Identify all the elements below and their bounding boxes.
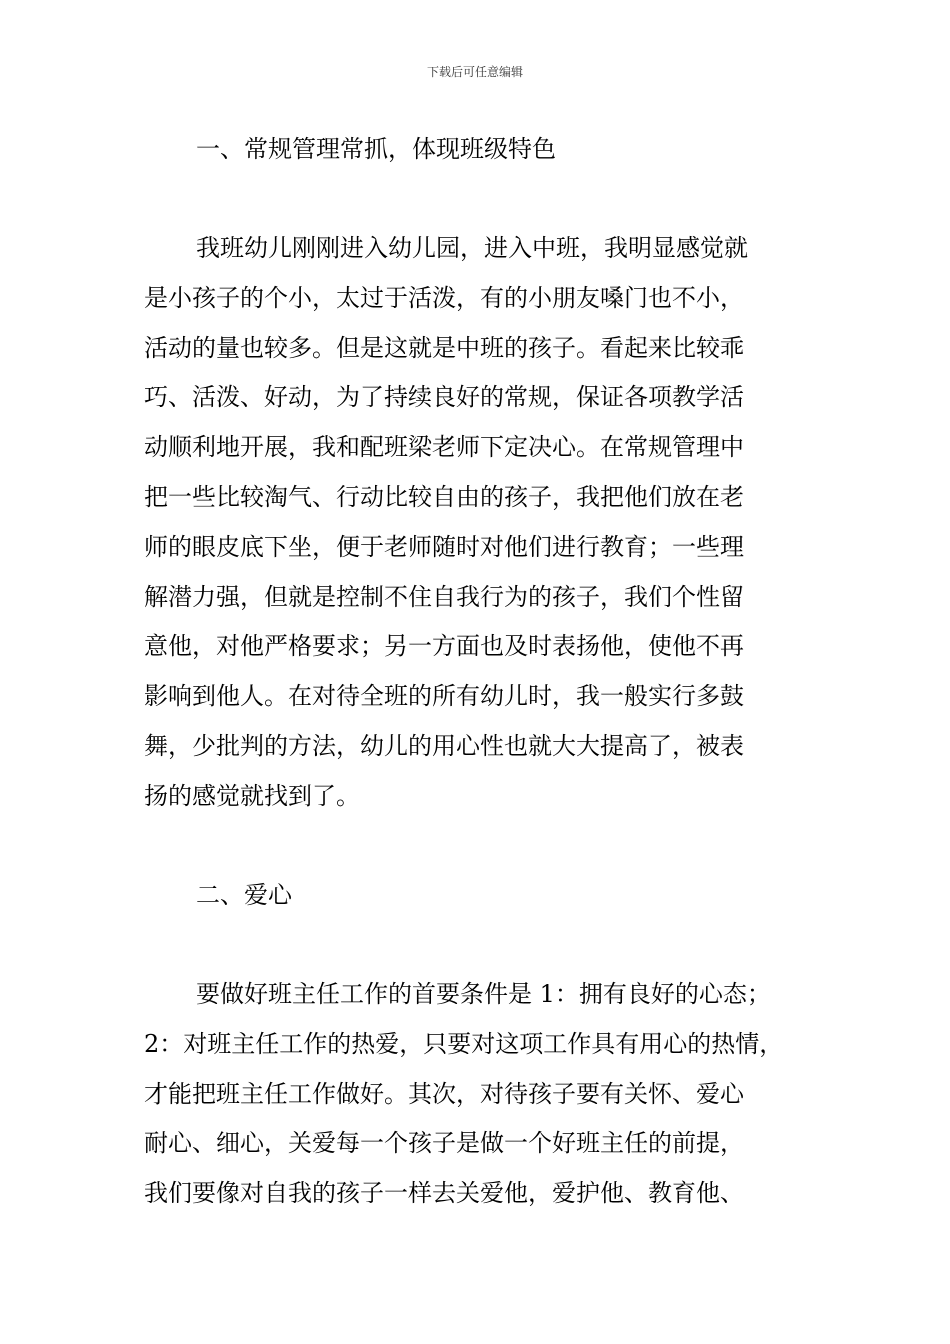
paragraph-line: 才能把班主任工作做好。其次，对待孩子要有关怀、爱心 [144,1079,744,1108]
paragraph-line: 把一些比较淘气、行动比较自由的孩子，我把他们放在老 [144,482,744,511]
section-heading-2: 二、爱心 [196,881,292,909]
paragraph-line: 扬的感觉就找到了。 [144,781,360,810]
paragraph-line: 我班幼儿刚刚进入幼儿园，进入中班，我明显感觉就 [196,234,748,262]
section-2-paragraph [144,970,824,1219]
paragraph-line: 2：对班主任工作的热爱，只要对这项工作具有用心的热情， [144,1029,784,1058]
paragraph-line: 意他，对他严格要求；另一方面也及时表扬他，使他不再 [144,632,744,661]
page-header-note: 下载后可任意编辑 [426,65,523,79]
paragraph-line: 舞，少批判的方法，幼儿的用心性也就大大提高了，被表 [144,731,744,760]
paragraph-line: 动顺利地开展，我和配班梁老师下定决心。在常规管理中 [144,433,744,462]
paragraph-line: 巧、活泼、好动，为了持续良好的常规，保证各项教学活 [144,383,744,412]
paragraph-line: 是小孩子的个小，太过于活泼，有的小朋友嗓门也不小， [144,283,744,312]
paragraph-line: 耐心、细心，关爱每一个孩子是做一个好班主任的前提， [144,1129,744,1158]
paragraph-line: 解潜力强，但就是控制不住自我行为的孩子，我们个性留 [144,582,744,611]
paragraph-line: 师的眼皮底下坐，便于老师随时对他们进行教育；一些理 [144,532,744,561]
section-heading-1: 一、常规管理常抓，体现班级特色 [196,135,556,163]
paragraph-line: 活动的量也较多。但是这就是中班的孩子。看起来比较乖 [144,333,744,362]
paragraph-line: 要做好班主任工作的首要条件是 1：拥有良好的心态； [196,980,771,1008]
paragraph-line: 我们要像对自我的孩子一样去关爱他，爱护他、教育他、 [144,1179,744,1208]
section-1-paragraph [144,224,824,822]
paragraph-line: 影响到他人。在对待全班的所有幼儿时，我一般实行多鼓 [144,682,744,711]
